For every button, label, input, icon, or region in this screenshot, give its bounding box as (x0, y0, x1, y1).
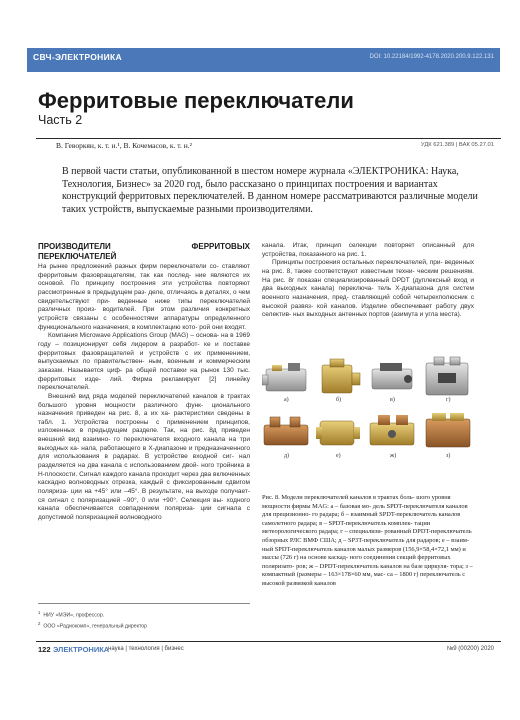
switch-photo-c (372, 363, 412, 389)
udk-code: УДК 621.389 | ВАК 05.27.01 (420, 142, 494, 148)
issue-number: №9 (00200) 2020 (446, 646, 494, 652)
article-intro: В первой части статьи, опубликованной в шестом номере журнала «ЭЛЕКТРОНИКА: Наука, Технология, Бизнес» за 2020 год, было рассказано о принципах построения и вариантах конструкций ферритовых переключателей. В данном номере рассматриваются различные модели таких устройств, выпускаемые разными производителями. (62, 166, 478, 215)
paragraph: На рынке предложений разных фирм переключатели со- ставляют ферритовым фазовращателям, так как послед- ние являются их основой. По принципу построения эти устройства повторяют рассмотренные в предыдущем раз- деле, отличаясь в деталях, о чем свидетельствуют при- веденные ниже типы переключателей различных произ- водителей. При этом различия конкретных устройств связаны с особенностями аппаратуры определенного функционального назначения, в комплектацию кото- рой они входят. (38, 263, 250, 331)
switch-photo-h (426, 413, 470, 447)
switch-photo-b (322, 359, 360, 393)
right-column (262, 242, 474, 320)
switch-photo-g (370, 415, 414, 445)
footnote-2: $^2$ ООО «Радиокомп», генеральный директор (38, 621, 148, 630)
journal-name: ЭЛЕКТРОНИКА (53, 645, 110, 654)
figure-label-f: е) (336, 453, 341, 459)
switch-photo-f (316, 421, 360, 445)
journal-subtitle: наука | технология | бизнес (108, 646, 184, 652)
article-authors: В. Геворкян, к. т. н.¹, В. Кочемасов, к. т. н.² (56, 141, 192, 150)
paragraph: Внешний вид ряда моделей переключателей каналов в трактах большого уровня мощности различного функ- ционального назначения приведен на рис. 8, а их ха- рактеристики сведены в табл. 1. Устройства построены с применением принципов, изложенных в предыдущем разделе. Так, на рис. 8д приведен внешний вид взаимно- го переключателя входного канала на три выходных ка- нала, работающего в X-диапазоне и предназначенного для использования в радарах. В устройстве входной сиг- нал разделяется на два канала с использованием двой- ного тройника в H-плоскости. Сигнал каждого канала проходит через два включенных каскадно волноводных отрезка, каждый с фиксированным сдвигом поляриза- ции на +45° или –45°. В результате, на выходе получает- ся сигнал с поляризацией –90°, 0 или +90°. Селекция вы- ходного канала обеспечивается совпадением поляриза- ции сигнала с допустимой поляризацией волноводного (38, 392, 250, 522)
figure-label-b: б) (336, 397, 342, 403)
section-heading: ПРОИЗВОДИТЕЛИ ФЕРРИТОВЫХ ПЕРЕКЛЮЧАТЕЛЕЙ (38, 242, 250, 261)
figure-label-e: д) (284, 453, 290, 459)
switch-photo-a (262, 363, 306, 391)
footnote-divider (38, 603, 250, 604)
footer-divider (36, 641, 501, 642)
paragraph: Принципы построения остальных переключателей, при- веденных на рис. 8, также соответствуют известным техни- ческим решениям. На рис. 8г показан специализированный DPDT (дуплексный вход и два выходных канала) переключа- тель X-диапазона для систем военного назначения, пред- ставляющий собой четырехполюсник с высокой развяз- кой каналов. Изделие обеспечивает работу двух селектив- ных выходных антенных портов (азимута и угла места). (262, 259, 474, 319)
footnote-text: НИУ «МЭИ», профессор. (43, 612, 105, 619)
figure-label-g: ж) (390, 453, 397, 459)
article-title: Ферритовые переключатели (38, 88, 354, 113)
paragraph: канала. Итак, принцип селекции повторяет описанный для устройства, показанного на рис. 1. (262, 242, 474, 258)
section-label: СВЧ-ЭЛЕКТРОНИКА (33, 52, 122, 62)
figure-label-h: з) (446, 453, 451, 459)
switch-photo-d (426, 357, 468, 395)
figure-8 (262, 355, 474, 480)
figure-label-a: а) (284, 397, 289, 403)
paragraph: Компания Microwave Applications Group (MAG) – основа- на в 1969 году – позиционирует себя лидером в разработ- ке и поставке ферритовых фазовращателей и устройств с их применением, выпускаемых по правительствен- ным, военным и коммерческим заказам. Называется циф- ра общей поставки на рынок 130 тыс. ферритовых изде- лий. Фирма рекламирует [2] линейку переключателей. (38, 332, 250, 392)
figure-label-c: в) (390, 397, 395, 403)
article-part: Часть 2 (38, 113, 83, 127)
footnote-1: $^1$ НИУ «МЭИ», профессор. (38, 610, 105, 619)
figure-photos (262, 355, 474, 480)
figure-label-d: г) (446, 397, 451, 403)
page-number: 122 (38, 645, 51, 654)
left-column (38, 242, 250, 523)
doi-text: DOI: 10.22184/1992-4178.2020.200.9.122.131 (369, 54, 494, 60)
authors-divider (36, 138, 501, 139)
footnote-text: ООО «Радиокомп», генеральный директор (43, 623, 148, 630)
figure-caption: Рис. 8. Модели переключателей каналов в трактах боль- шого уровня мощности фирмы MAG: а – базовая мо- дель SPDT-переключателя каналов для прецизионно- го радара; б – взаимный SPDT-переключатель каналов самолетного радара; в – SPDT-переключатель комплек- тации метеорологического радара; г – специализи- рованный DPDT-переключатель обзорных РЛС ВМФ США; д – SP3T-переключатель для радаров; е – взаим- ный SPDT-переключатель каналов малых размеров (156,9×58,4×72,1 мм) и массы (726 г) на основе каскад- ного соединения секций ферритовых поляризато- ров; ж – DPDT-переключатель каналов на базе циркуля- тора; з – компактный (размеры – 163×178×60 мм, мас- са – 1800 г) переключатель с высокой развязкой каналов (262, 494, 473, 587)
switch-photo-e (264, 417, 308, 445)
